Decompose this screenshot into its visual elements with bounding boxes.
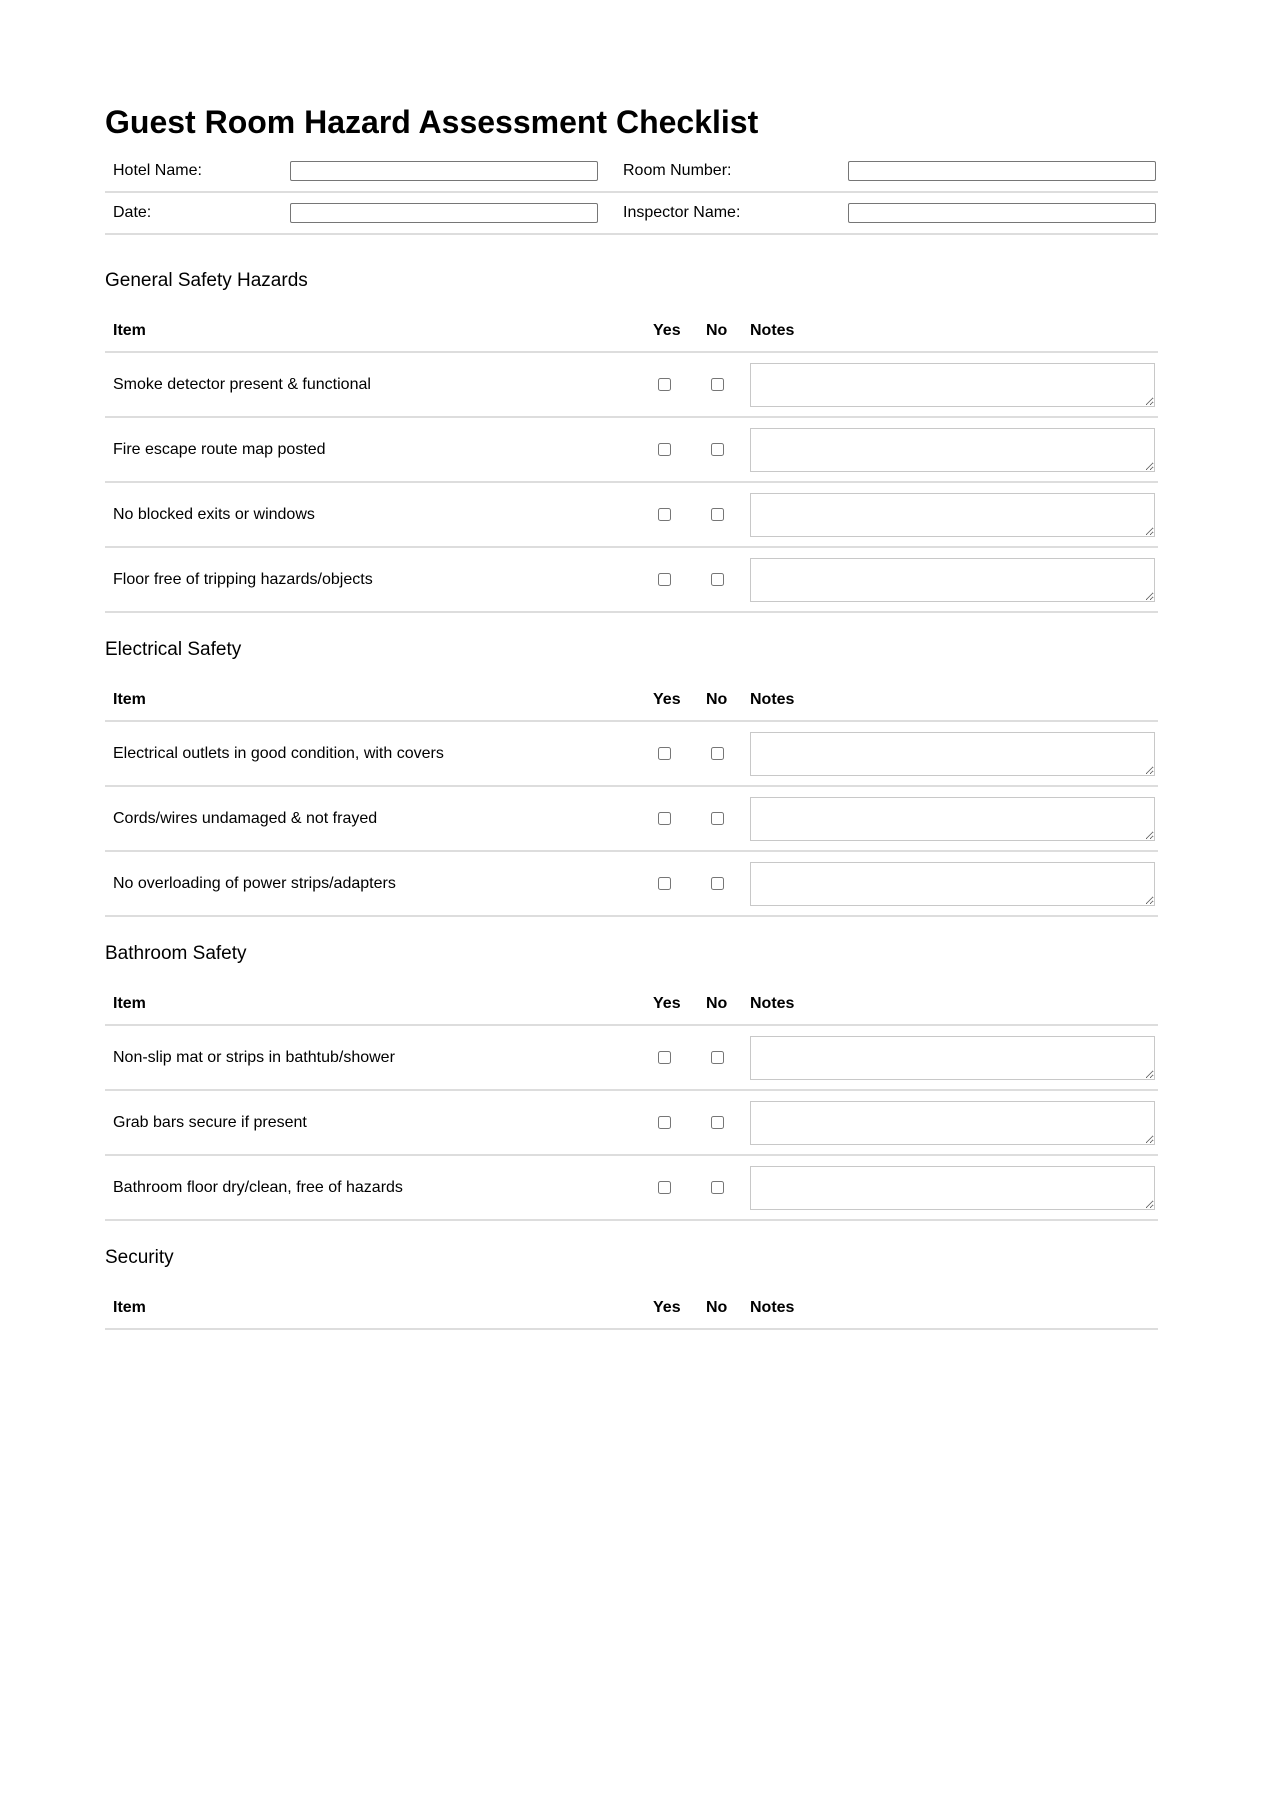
item-label: Fire escape route map posted (105, 417, 653, 482)
section-bathroom-safety (105, 942, 1158, 1221)
yes-checkbox[interactable] (658, 508, 671, 521)
column-header-notes: Notes (750, 1287, 1158, 1329)
notes-textarea[interactable] (750, 1166, 1155, 1210)
no-checkbox[interactable] (711, 378, 724, 391)
column-header-notes: Notes (750, 310, 1158, 352)
checklist-page (105, 0, 1158, 1316)
yes-checkbox[interactable] (658, 747, 671, 760)
info-row (105, 192, 1158, 234)
notes-textarea[interactable] (750, 797, 1155, 841)
item-label: Cords/wires undamaged & not frayed (105, 786, 653, 851)
page-title: Guest Room Hazard Assessment Checklist (105, 104, 759, 140)
table-row (105, 786, 1158, 851)
table-header-row (105, 679, 1158, 721)
inspection-info-table (105, 150, 1158, 235)
table-header-row (105, 983, 1158, 1025)
notes-textarea[interactable] (750, 363, 1155, 407)
column-header-yes: Yes (653, 983, 706, 1025)
yes-checkbox[interactable] (658, 443, 671, 456)
section-title: General Safety Hazards (105, 270, 308, 291)
no-checkbox[interactable] (711, 508, 724, 521)
checklist-table (105, 310, 1158, 613)
column-header-no: No (706, 310, 750, 352)
checklist-table (105, 679, 1158, 917)
column-header-no: No (706, 1287, 750, 1329)
item-label: Floor free of tripping hazards/objects (105, 547, 653, 612)
yes-checkbox[interactable] (658, 812, 671, 825)
notes-textarea[interactable] (750, 1036, 1155, 1080)
column-header-notes: Notes (750, 983, 1158, 1025)
item-label: Grab bars secure if present (105, 1090, 653, 1155)
item-label: Electrical outlets in good condition, with covers (105, 721, 653, 786)
column-header-yes: Yes (653, 310, 706, 352)
column-header-yes: Yes (653, 679, 706, 721)
column-header-no: No (706, 983, 750, 1025)
yes-checkbox[interactable] (658, 1116, 671, 1129)
section-title: Bathroom Safety (105, 943, 247, 964)
notes-textarea[interactable] (750, 1101, 1155, 1145)
inspector-name-input[interactable] (848, 203, 1156, 223)
item-label: Non-slip mat or strips in bathtub/shower (105, 1025, 653, 1090)
table-row (105, 721, 1158, 786)
no-checkbox[interactable] (711, 1181, 724, 1194)
section-general-safety (105, 269, 1158, 613)
checklist-table (105, 983, 1158, 1221)
room-number-input[interactable] (848, 161, 1156, 181)
section-security (105, 1246, 1158, 1330)
item-label: Bathroom floor dry/clean, free of hazards (105, 1155, 653, 1220)
no-checkbox[interactable] (711, 812, 724, 825)
table-row (105, 851, 1158, 916)
no-checkbox[interactable] (711, 877, 724, 890)
notes-textarea[interactable] (750, 558, 1155, 602)
notes-textarea[interactable] (750, 732, 1155, 776)
yes-checkbox[interactable] (658, 1181, 671, 1194)
section-electrical-safety (105, 638, 1158, 917)
item-label: Smoke detector present & functional (105, 352, 653, 417)
info-row (105, 150, 1158, 192)
date-label: Date: (113, 204, 152, 221)
table-row (105, 1155, 1158, 1220)
column-header-item: Item (105, 310, 653, 352)
room-number-label: Room Number: (623, 161, 732, 179)
table-header-row (105, 1287, 1158, 1329)
hotel-name-input[interactable] (290, 161, 598, 181)
table-row (105, 1025, 1158, 1090)
column-header-notes: Notes (750, 679, 1158, 721)
column-header-item: Item (105, 983, 653, 1025)
column-header-item: Item (105, 1287, 653, 1329)
yes-checkbox[interactable] (658, 573, 671, 586)
yes-checkbox[interactable] (658, 1051, 671, 1064)
yes-checkbox[interactable] (658, 877, 671, 890)
checklist-table (105, 1287, 1158, 1330)
table-header-row (105, 310, 1158, 352)
column-header-item: Item (105, 679, 653, 721)
no-checkbox[interactable] (711, 573, 724, 586)
inspector-name-label: Inspector Name: (623, 204, 741, 221)
table-row (105, 352, 1158, 417)
item-label: No overloading of power strips/adapters (105, 851, 653, 916)
no-checkbox[interactable] (711, 1051, 724, 1064)
table-row (105, 482, 1158, 547)
hotel-name-label: Hotel Name: (113, 161, 202, 179)
item-label: No blocked exits or windows (105, 482, 653, 547)
table-row (105, 417, 1158, 482)
column-header-yes: Yes (653, 1287, 706, 1329)
notes-textarea[interactable] (750, 428, 1155, 472)
no-checkbox[interactable] (711, 443, 724, 456)
section-title: Security (105, 1247, 174, 1268)
no-checkbox[interactable] (711, 747, 724, 760)
notes-textarea[interactable] (750, 493, 1155, 537)
table-row (105, 547, 1158, 612)
section-title: Electrical Safety (105, 639, 242, 660)
date-input[interactable] (290, 203, 598, 223)
yes-checkbox[interactable] (658, 378, 671, 391)
notes-textarea[interactable] (750, 862, 1155, 906)
table-row (105, 1090, 1158, 1155)
column-header-no: No (706, 679, 750, 721)
no-checkbox[interactable] (711, 1116, 724, 1129)
